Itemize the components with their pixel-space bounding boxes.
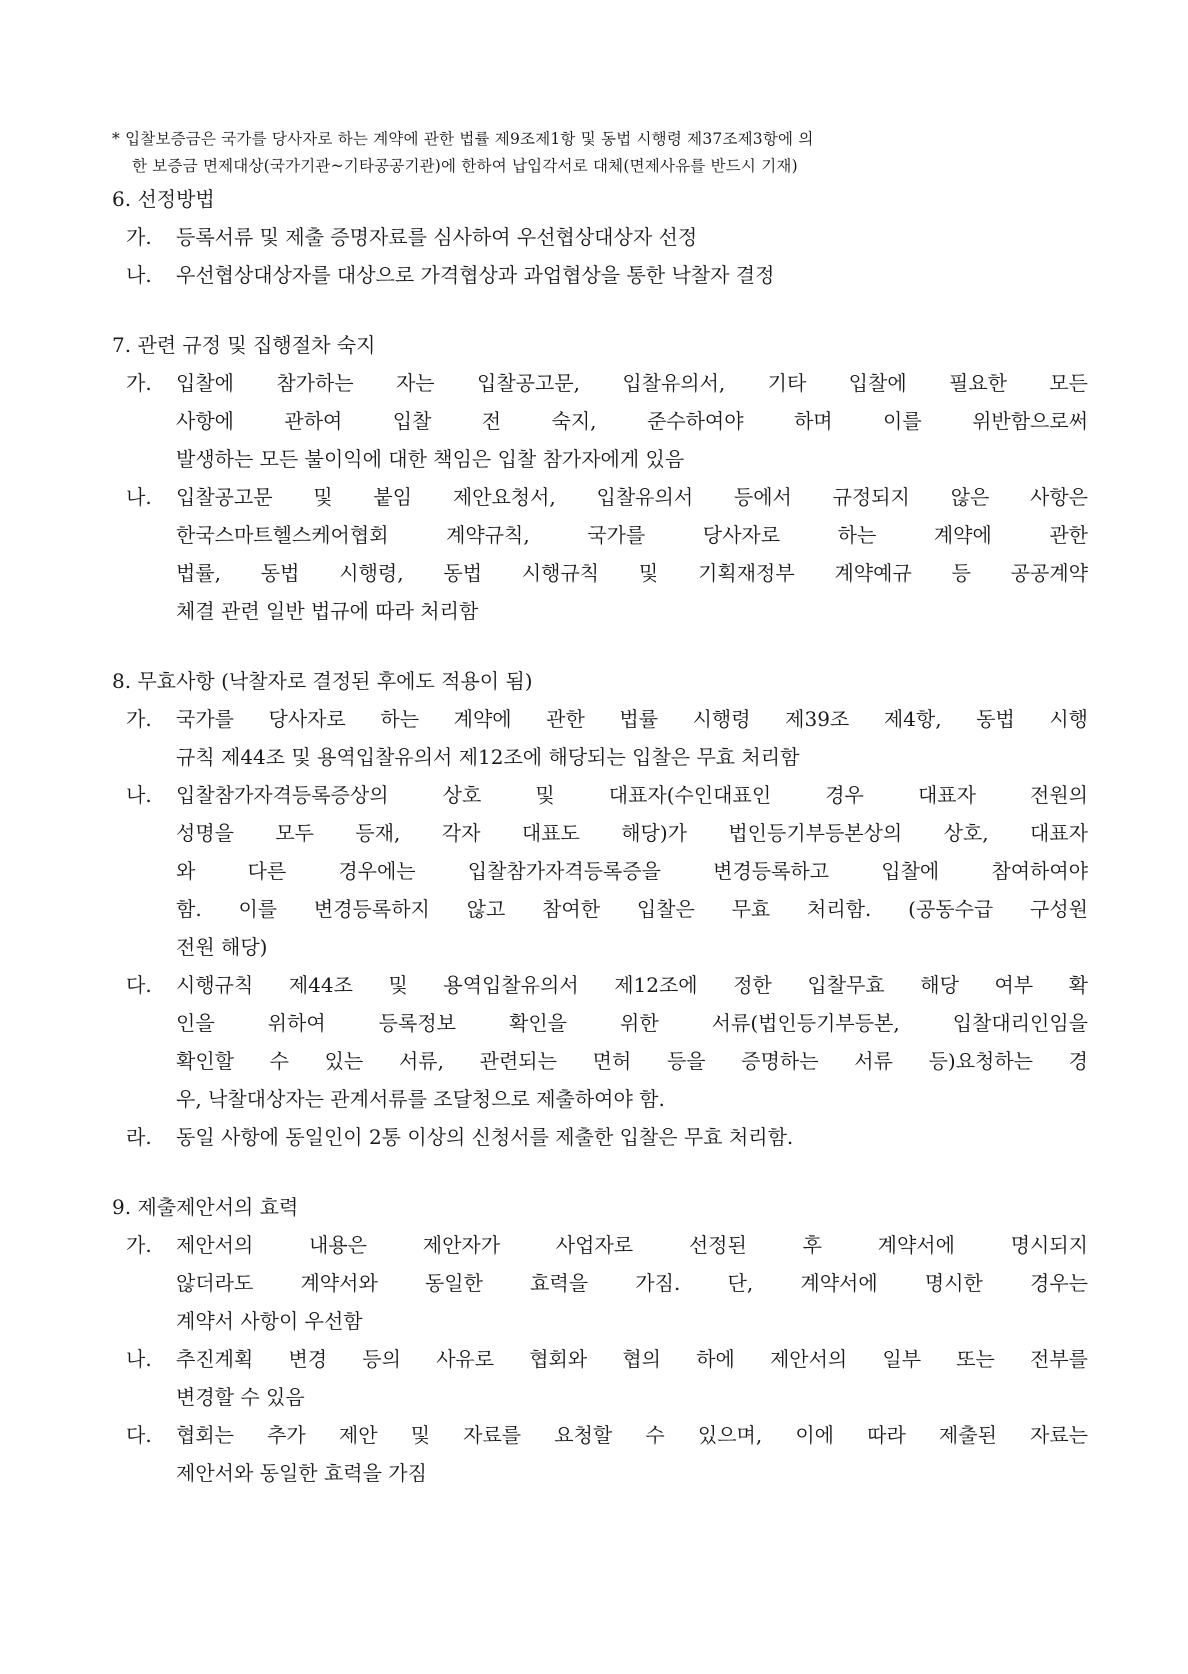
item-line: 성명을 모두 등재, 각자 대표도 해당)가 법인등기부등본상의 상호, 대표자 bbox=[176, 821, 1088, 845]
list-item bbox=[126, 966, 1088, 1118]
item-line: 인을 위하여 등록정보 확인을 위한 서류(법인등기부등본, 입찰대리인임을 bbox=[176, 1011, 1088, 1035]
section-title: 6. 선정방법 bbox=[112, 187, 215, 211]
item-line: 입찰공고문 및 붙임 제안요청서, 입찰유의서 등에서 규정되지 않은 사항은 bbox=[176, 485, 1088, 509]
section-title: 9. 제출제안서의 효력 bbox=[112, 1195, 299, 1219]
item-line: 사항에 관하여 입찰 전 숙지, 준수하여야 하며 이를 위반함으로써 bbox=[176, 409, 1088, 433]
list-item bbox=[126, 364, 1088, 478]
note-line-2: 한 보증금 면제대상(국가기관~기타공공기관)에 한하여 납입각서로 대체(면제사유를 반드시 기재) bbox=[132, 157, 798, 175]
item-line: 확인할 수 있는 서류, 관련되는 면허 등을 증명하는 서류 등)요청하는 경 bbox=[176, 1049, 1088, 1073]
item-line: 협회는 추가 제안 및 자료를 요청할 수 있으며, 이에 따라 제출된 자료는 bbox=[176, 1423, 1088, 1447]
item-marker: 나. bbox=[126, 783, 152, 807]
list-item bbox=[126, 218, 1088, 256]
item-line: 입찰참가자격등록증상의 상호 및 대표자(수인대표인 경우 대표자 전원의 bbox=[176, 783, 1088, 807]
item-line: 규칙 제44조 및 용역입찰유의서 제12조에 해당되는 입찰은 무효 처리함 bbox=[176, 745, 800, 769]
item-line: 와 다른 경우에는 입찰참가자격등록증을 변경등록하고 입찰에 참여하여야 bbox=[176, 859, 1088, 883]
item-line: 우, 낙찰대상자는 관계서류를 조달청으로 제출하여야 함. bbox=[176, 1087, 665, 1111]
item-line: 발생하는 모든 불이익에 대한 책임은 입찰 참가자에게 있음 bbox=[176, 447, 685, 471]
item-line: 국가를 당사자로 하는 계약에 관한 법률 시행령 제39조 제4항, 동법 시행 bbox=[176, 707, 1088, 731]
list-item bbox=[126, 1416, 1088, 1492]
item-marker: 라. bbox=[126, 1125, 152, 1149]
item-line: 추진계획 변경 등의 사유로 협회와 협의 하에 제안서의 일부 또는 전부를 bbox=[176, 1347, 1088, 1371]
item-line: 한국스마트헬스케어협회 계약규칙, 국가를 당사자로 하는 계약에 관한 bbox=[176, 523, 1088, 547]
note-line-1: 입찰보증금은 국가를 당사자로 하는 계약에 관한 법률 제9조제1항 및 동법 시행령 제37조제3항에 의 bbox=[125, 130, 814, 148]
list-item bbox=[126, 1118, 1088, 1156]
item-line: 전원 해당) bbox=[176, 935, 268, 959]
section-title: 7. 관련 규정 및 집행절차 숙지 bbox=[112, 333, 376, 357]
list-item bbox=[126, 478, 1088, 630]
item-line: 제안서의 내용은 제안자가 사업자로 선정된 후 계약서에 명시되지 bbox=[176, 1233, 1088, 1257]
item-line: 함. 이를 변경등록하지 않고 참여한 입찰은 무효 처리함. (공동수급 구성원 bbox=[176, 897, 1088, 921]
item-line: 계약서 사항이 우선함 bbox=[176, 1309, 363, 1333]
list-item bbox=[126, 776, 1088, 966]
item-line: 시행규칙 제44조 및 용역입찰유의서 제12조에 정한 입찰무효 해당 여부 확 bbox=[176, 973, 1088, 997]
section-7-regulations bbox=[112, 326, 1088, 630]
section-6-selection-method bbox=[112, 180, 1088, 294]
item-marker: 가. bbox=[126, 707, 152, 731]
item-marker: 나. bbox=[126, 485, 152, 509]
item-marker: 가. bbox=[126, 225, 152, 249]
item-line: 않더라도 계약서와 동일한 효력을 가짐. 단, 계약서에 명시한 경우는 bbox=[176, 1271, 1088, 1295]
section-title: 8. 무효사항 (낙찰자로 결정된 후에도 적용이 됨) bbox=[112, 669, 533, 693]
item-line: 우선협상대상자를 대상으로 가격협상과 과업협상을 통한 낙찰자 결정 bbox=[176, 263, 775, 287]
item-line: 체결 관련 일반 법규에 따라 처리함 bbox=[176, 599, 479, 623]
section-9-proposal-validity bbox=[112, 1188, 1088, 1492]
item-marker: 가. bbox=[126, 371, 152, 395]
item-marker: 나. bbox=[126, 1347, 152, 1371]
item-marker: 나. bbox=[126, 263, 152, 287]
item-line: 변경할 수 있음 bbox=[176, 1385, 305, 1409]
note-mark: * bbox=[112, 130, 120, 148]
item-line: 입찰에 참가하는 자는 입찰공고문, 입찰유의서, 기타 입찰에 필요한 모든 bbox=[176, 371, 1088, 395]
item-marker: 다. bbox=[126, 973, 152, 997]
list-item bbox=[126, 700, 1088, 776]
item-line: 등록서류 및 제출 증명자료를 심사하여 우선협상대상자 선정 bbox=[176, 225, 698, 249]
list-item bbox=[126, 1340, 1088, 1416]
document-page bbox=[112, 126, 1088, 1492]
bid-bond-note bbox=[112, 126, 1088, 180]
item-line: 법률, 동법 시행령, 동법 시행규칙 및 기획재정부 계약예규 등 공공계약 bbox=[176, 561, 1088, 585]
section-8-invalid-bids bbox=[112, 662, 1088, 1156]
item-line: 제안서와 동일한 효력을 가짐 bbox=[176, 1461, 427, 1485]
item-marker: 가. bbox=[126, 1233, 152, 1257]
list-item bbox=[126, 1226, 1088, 1340]
list-item bbox=[126, 256, 1088, 294]
item-line: 동일 사항에 동일인이 2통 이상의 신청서를 제출한 입찰은 무효 처리함. bbox=[176, 1125, 794, 1149]
item-marker: 다. bbox=[126, 1423, 152, 1447]
